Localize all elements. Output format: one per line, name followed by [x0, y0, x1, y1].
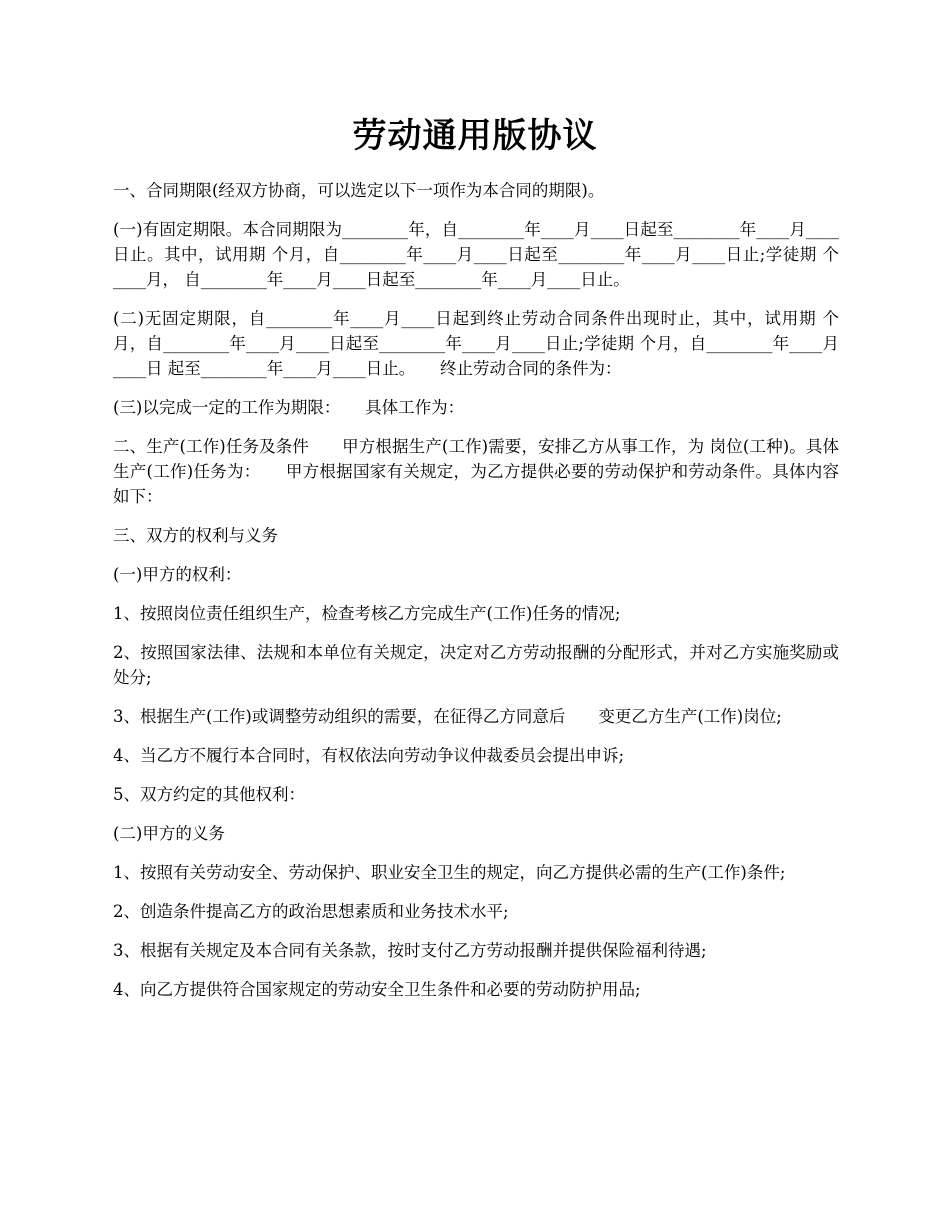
party-a-duties-heading: (二)甲方的义务: [113, 824, 225, 843]
party-a-right-1: 1、按照岗位责任组织生产，检查考核乙方完成生产(工作)任务的情况;: [113, 604, 621, 623]
party-a-duty-4: 4、向乙方提供符合国家规定的劳动安全卫生条件和必要的劳动防护用品;: [113, 980, 641, 999]
party-a-duty-2: 2、创造条件提高乙方的政治思想素质和业务技术水平;: [113, 902, 509, 921]
task-term-paragraph: (三)以完成一定的工作为期限： 具体工作为：: [113, 398, 465, 417]
party-a-rights-heading: (一)甲方的权利：: [113, 565, 242, 584]
document-title: 劳动通用版协议: [352, 116, 598, 156]
section-2-paragraph: 二、生产(工作)任务及条件 甲方根据生产(工作)需要，安排乙方从事工作，为 岗位(工种)。具体生产(工作)任务为： 甲方根据国家有关规定，为乙方提供必要的劳动保护和劳动条件。具体内容如下：: [113, 437, 839, 506]
open-term-paragraph: (二)无固定期限，自________年____月____日起到终止劳动合同条件出现时止，其中，试用期 个月，自________年____月____日起至________年____月____日止;学徒期 个月，自________年____月____日 起至________年____月____日止。 终止劳动合同的条件为：: [113, 309, 839, 378]
party-a-duty-3: 3、根据有关规定及本合同有关条款，按时支付乙方劳动报酬并提供保险福利待遇;: [113, 941, 707, 960]
party-a-duty-1: 1、按照有关劳动安全、劳动保护、职业安全卫生的规定，向乙方提供必需的生产(工作)条件;: [113, 863, 786, 882]
section-3-heading: 三、双方的权利与义务: [113, 526, 278, 545]
party-a-right-4: 4、当乙方不履行本合同时，有权依法向劳动争议仲裁委员会提出申诉;: [113, 746, 625, 765]
section-1-heading: 一、合同期限(经双方协商，可以选定以下一项作为本合同的期限)。: [113, 181, 605, 200]
document-body: [113, 178, 839, 1016]
fixed-term-paragraph: (一)有固定期限。本合同期限为________年，自________年____月____日起至________年____月____日止。其中，试用期 个月，自________年____月____日起至________年____月____日止;学徒期 个____月， 自________年____月____日起至________年____月____日止。: [113, 220, 839, 289]
party-a-right-5: 5、双方约定的其他权利：: [113, 785, 305, 804]
party-a-right-2: 2、按照国家法律、法规和本单位有关规定，决定对乙方劳动报酬的分配形式，并对乙方实施奖励或处分;: [113, 643, 839, 687]
party-a-right-3: 3、根据生产(工作)或调整劳动组织的需要，在征得乙方同意后 变更乙方生产(工作)岗位;: [113, 707, 782, 726]
